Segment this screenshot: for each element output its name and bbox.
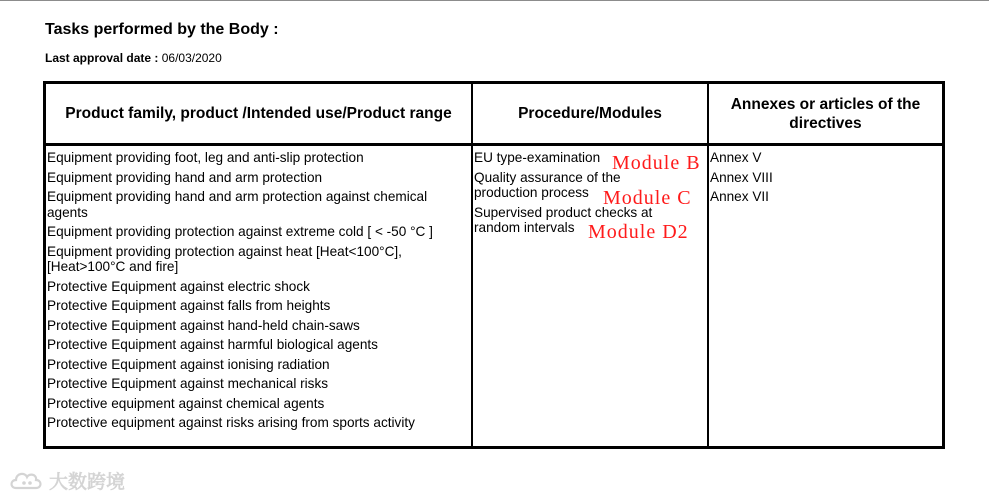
procedure-item: Supervised product checks at random intervals	[474, 204, 653, 235]
product-item: Equipment providing foot, leg and anti-slip protection	[47, 150, 364, 165]
approval-date-value: 06/03/2020	[161, 51, 222, 65]
annex-item: Annex V	[710, 150, 762, 165]
approval-date-line	[45, 51, 222, 65]
procedure-item: EU type-examination	[474, 150, 601, 165]
annexes-cell	[709, 150, 942, 209]
header-annexes: Annexes or articles of the directives	[730, 95, 921, 132]
product-item: Protective equipment against risks arising from sports activity	[47, 415, 415, 430]
product-item: Equipment providing hand and arm protection	[47, 169, 323, 185]
annex-item: Annex VIII	[710, 169, 773, 185]
product-item: Equipment providing protection against heat [Heat<100°C], [Heat>100°C and fire]	[47, 243, 402, 274]
annex-item: Annex VII	[710, 189, 769, 204]
product-item: Protective Equipment against harmful biological agents	[47, 337, 378, 352]
product-item: Protective Equipment against hand-held chain-saws	[47, 317, 360, 333]
product-item: Protective equipment against chemical agents	[47, 395, 325, 411]
procedure-item: Quality assurance of the production process	[474, 169, 621, 200]
header-product-family: Product family, product /Intended use/Product range	[65, 105, 452, 122]
product-item: Protective Equipment against electric shock	[47, 278, 310, 294]
module-c-annotation: Module C	[603, 187, 692, 209]
product-item: Equipment providing protection against extreme cold [ < -50 °C ]	[47, 224, 433, 239]
tasks-table	[43, 81, 945, 449]
products-cell	[46, 150, 471, 435]
watermark-text: 大数跨境	[49, 471, 126, 493]
top-divider	[0, 0, 989, 1]
cloud-logo-icon	[8, 468, 46, 492]
product-item: Protective Equipment against ionising radiation	[47, 356, 330, 372]
page-title: Tasks performed by the Body :	[45, 21, 279, 38]
approval-date-label: Last approval date :	[45, 51, 159, 65]
watermark	[8, 467, 125, 493]
module-d2-annotation: Module D2	[588, 221, 689, 243]
product-item: Protective Equipment against falls from heights	[47, 298, 331, 313]
product-item: Equipment providing hand and arm protection against chemical agents	[47, 189, 428, 220]
product-item: Protective Equipment against mechanical risks	[47, 376, 329, 391]
module-b-annotation: Module B	[612, 152, 701, 174]
header-divider	[46, 143, 942, 146]
header-procedure-modules: Procedure/Modules	[518, 105, 662, 122]
